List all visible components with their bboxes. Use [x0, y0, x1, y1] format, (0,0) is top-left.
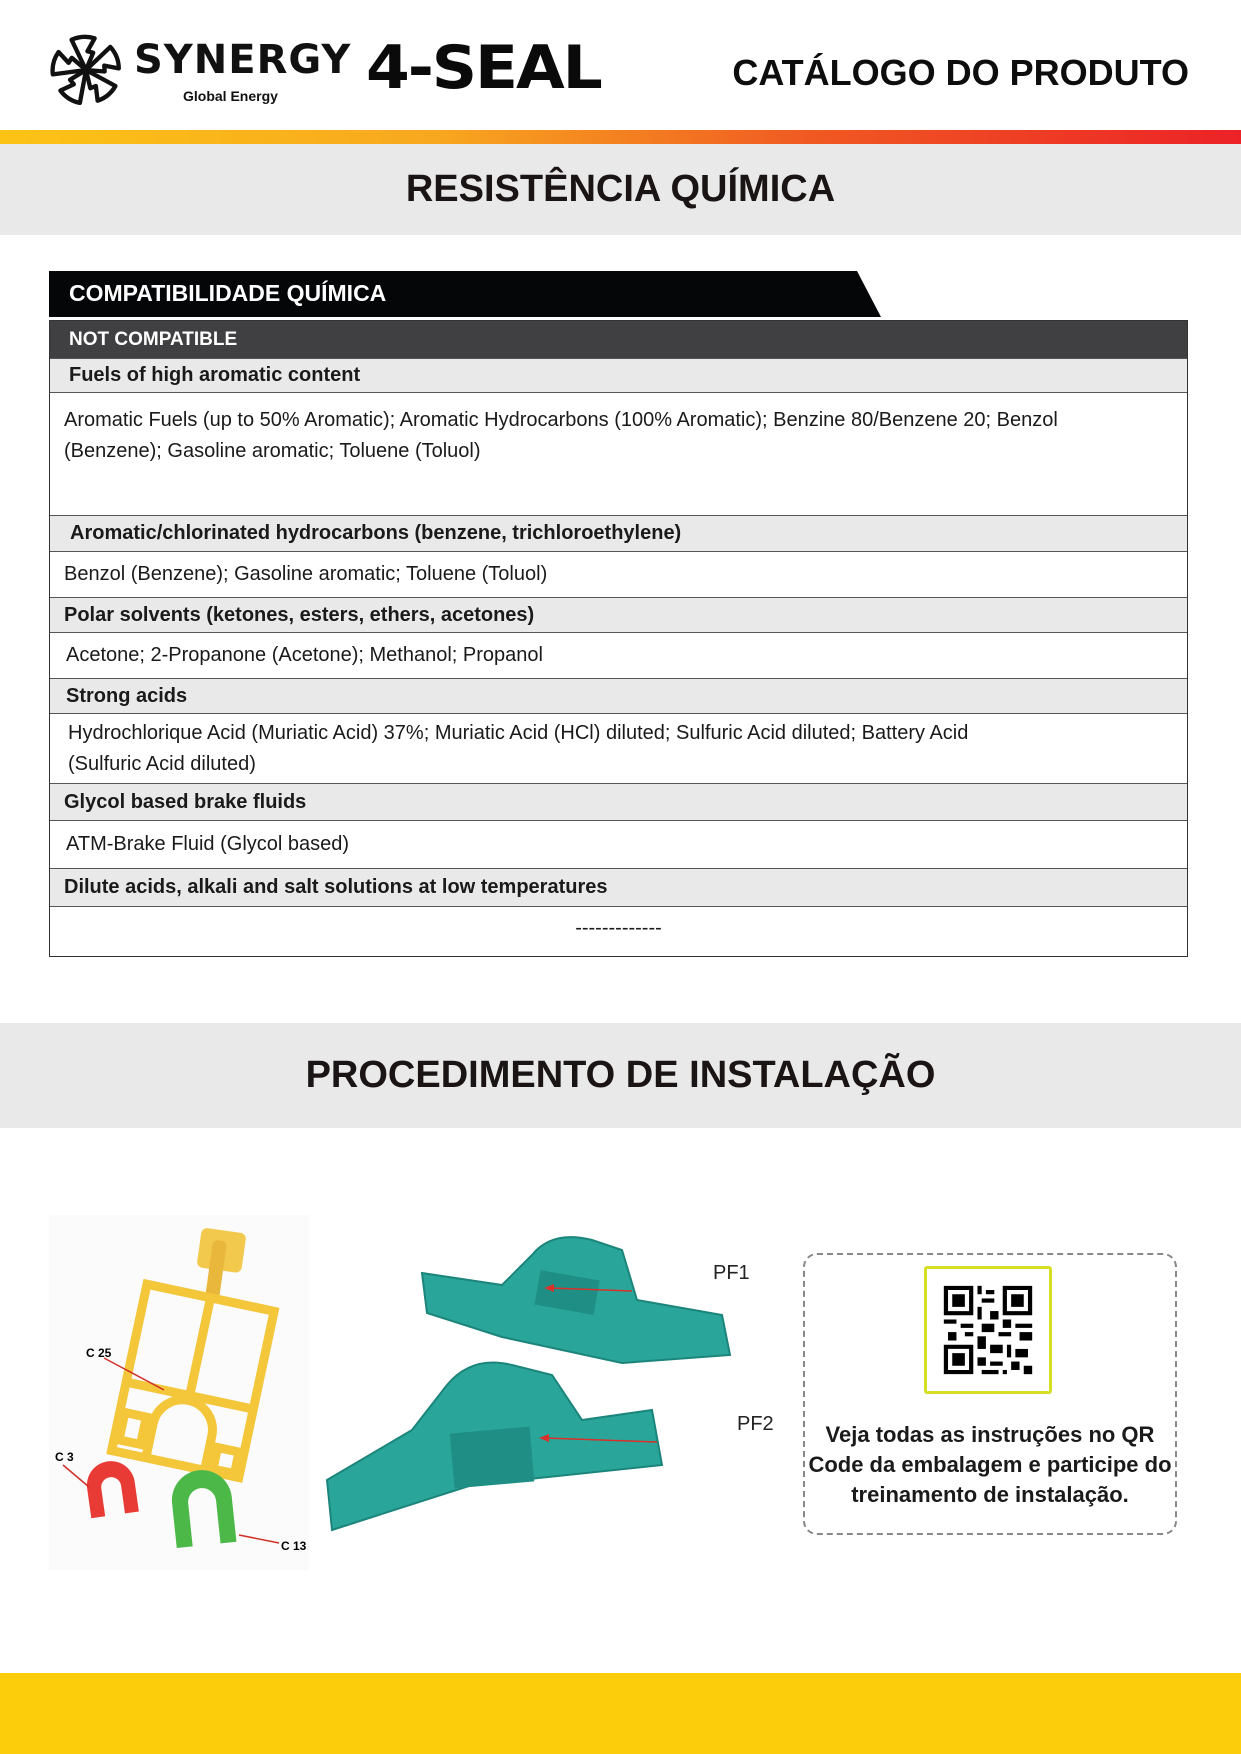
category-label: Aromatic/chlorinated hydrocarbons (benzene, trichloroethylene) — [70, 522, 682, 544]
qr-code-icon — [927, 1269, 1049, 1391]
category-label: Dilute acids, alkali and salt solutions at low temperatures — [64, 876, 608, 898]
catalog-title: CATÁLOGO DO PRODUTO — [732, 52, 1189, 93]
section-band-chemical — [0, 144, 1241, 235]
items-text: Aromatic Fuels (up to 50% Aromatic); Aromatic Hydrocarbons (100% Aromatic); Benzine 80/Benzene 20; Benzol (Benzene); Gasoline aromatic; Toluene (Toluol) — [64, 409, 1058, 462]
items-row — [50, 714, 1187, 784]
category-row — [50, 598, 1187, 633]
qr-caption: Veja todas as instruções no QR Code da embalagem e participe do treinamento de instalação. — [808, 1422, 1172, 1507]
label-c13: C 13 — [281, 1539, 307, 1553]
section-title: PROCEDIMENTO DE INSTALAÇÃO — [305, 1054, 936, 1096]
category-row — [50, 516, 1187, 552]
category-label: Polar solvents (ketones, esters, ethers, acetones) — [64, 603, 535, 626]
items-text: Acetone; 2-Propanone (Acetone); Methanol; Propanol — [66, 644, 543, 666]
items-text: Hydrochlorique Acid (Muriatic Acid) 37%; Muriatic Acid (HCl) diluted; Sulfuric Acid diluted; Battery Acid (Sulfuric Acid diluted) — [68, 721, 969, 775]
product-logo: 4-SEAL — [366, 33, 601, 103]
label-pf1: PF1 — [713, 1262, 750, 1284]
lightning-wheel-icon — [50, 34, 122, 106]
items-row — [50, 552, 1187, 598]
category-row — [50, 784, 1187, 821]
qr-code-frame[interactable] — [924, 1266, 1052, 1394]
items-row — [50, 633, 1187, 679]
label-c3: C 3 — [55, 1450, 74, 1464]
category-row — [50, 679, 1187, 714]
banner-title: COMPATIBILIDADE QUÍMICA — [69, 280, 387, 306]
section-title: RESISTÊNCIA QUÍMICA — [405, 168, 836, 210]
table-header — [50, 321, 1187, 359]
category-label: Glycol based brake fluids — [64, 790, 307, 813]
items-row — [50, 907, 1187, 956]
seal-parts-image — [49, 1215, 309, 1570]
items-row — [50, 821, 1187, 869]
items-text: ------------- — [575, 917, 662, 939]
label-pf2: PF2 — [737, 1413, 774, 1435]
items-text: ATM-Brake Fluid (Glycol based) — [66, 833, 350, 855]
header-label: NOT COMPATIBLE — [69, 328, 238, 350]
category-row — [50, 869, 1187, 907]
compatibility-table — [49, 320, 1188, 957]
category-label: Fuels of high aromatic content — [69, 364, 361, 386]
gradient-divider — [0, 130, 1241, 144]
brand-tagline: Global Energy — [183, 88, 278, 104]
category-label: Strong acids — [66, 684, 188, 707]
label-c25: C 25 — [86, 1346, 112, 1360]
items-text: Benzol (Benzene); Gasoline aromatic; Toluene (Toluol) — [64, 563, 548, 585]
brand-name: SYNERGY — [134, 37, 352, 83]
footer-bar — [0, 1673, 1241, 1754]
section-band-installation — [0, 1023, 1241, 1128]
category-row — [50, 359, 1187, 393]
items-row — [50, 393, 1187, 516]
